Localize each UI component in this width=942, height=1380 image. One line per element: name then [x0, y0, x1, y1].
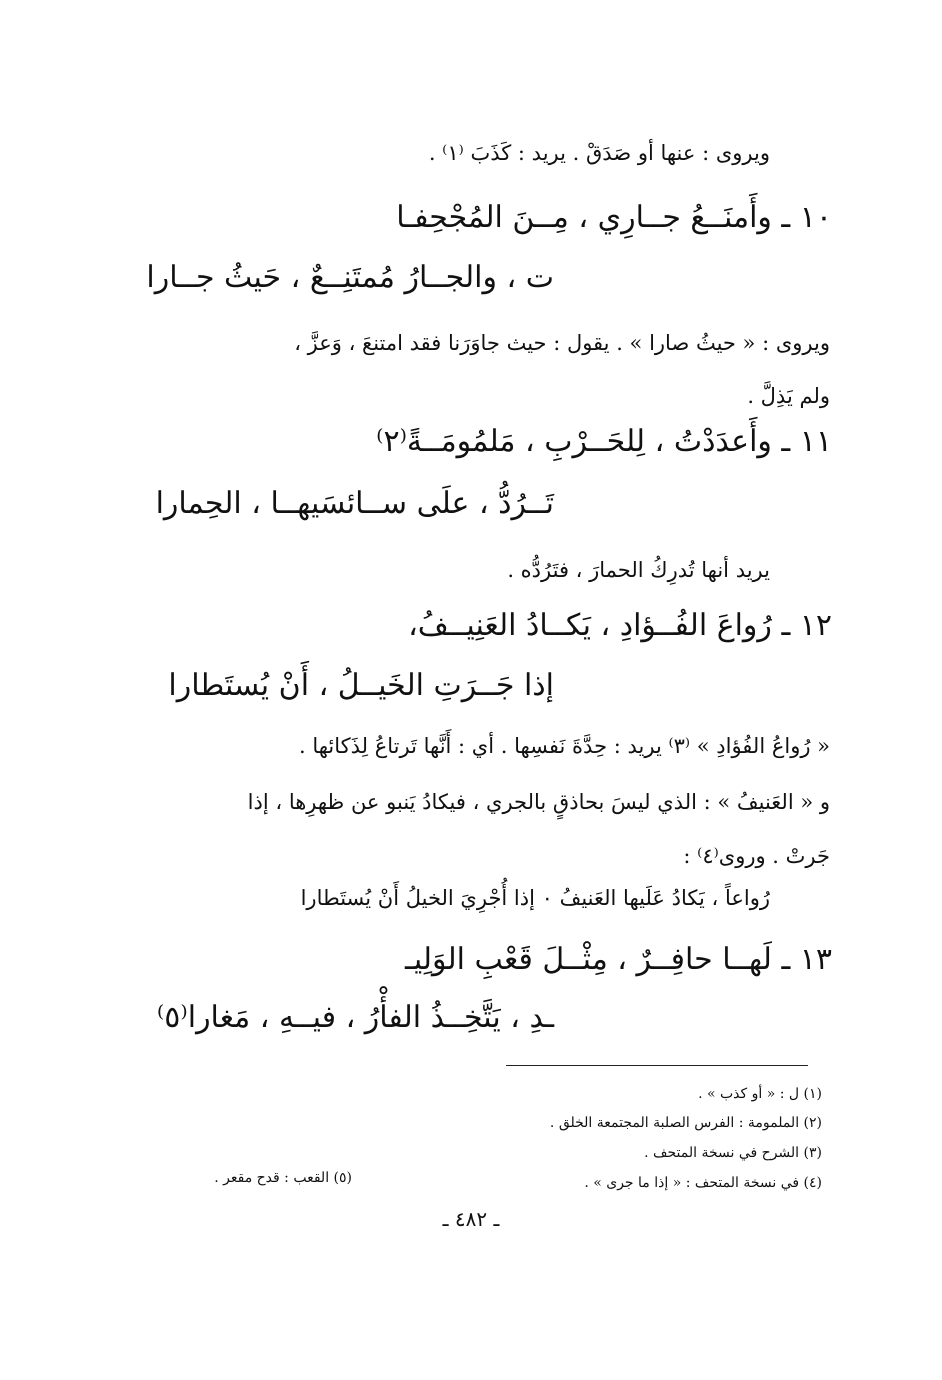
- footnote: (٣) الشرح في نسخة المتحف .: [644, 1145, 822, 1161]
- commentary-line: و « العَنيفُ » : الذي ليسَ بحاذقٍ بالجري ، فيكادُ يَنبو عن ظهرِها ، إذا: [247, 790, 830, 814]
- verse-line-first-hemistich: ١٢ ـ رُواعَ الفُــؤادِ ، يَكــادُ العَنِيــفُ،: [408, 608, 832, 643]
- verse-line-first-hemistich: ١٣ ـ لَهــا حافِــرٌ ، مِثْــلَ قَعْبِ الوَلِيـ: [405, 942, 832, 977]
- commentary-line: يريد أنها تُدرِكُ الحمارَ ، فتَرُدُّه .: [507, 558, 770, 582]
- footnote: (٢) الملمومة : الفرس الصلبة المجتمعة الخلق .: [549, 1115, 822, 1131]
- commentary-line: جَرتْ . وروى⁽٤⁾ :: [683, 844, 830, 868]
- verse-line-second-hemistich: ـدِ ، يَتَّخِــذُ الفأْرُ ، فيــهِ ، مَغارا⁽٥⁾: [156, 1000, 554, 1035]
- commentary-line: ولم يَذِلَّ .: [747, 384, 830, 408]
- verse-line-second-hemistich: ت ، والجــارُ مُمتَنِــعٌ ، حَيثُ جــارا: [146, 260, 554, 295]
- variant-verse-line: رُواعاً ، يَكادُ عَلَيها العَنيفُ ٠ إذا أُجْرِيَ الخيلُ أَنْ يُستَطارا: [300, 886, 770, 910]
- commentary-line: « رُواعُ الفُؤادِ » ⁽٣⁾ يريد : حِدَّةَ نَفسِها . أي : أَنَّها تَرتاعُ لِذَكائها .: [298, 734, 830, 758]
- footnote: (٥) القعب : قدح مقعر .: [214, 1170, 352, 1186]
- verse-line-first-hemistich: ١٠ ـ وأَمنَــعُ جــارِي ، مِــنَ المُجْحِفـا: [396, 200, 832, 235]
- verse-line-second-hemistich: إذا جَــرَتِ الخَيــلُ ، أَنْ يُستَطارا: [168, 668, 554, 703]
- commentary-line: ويروى : « حيثُ صارا » . يقول : حيث جاوَرَنا فقد امتنعَ ، وَعزَّ ،: [294, 331, 830, 355]
- footnote: (١) ل : « أو كذب » .: [698, 1086, 822, 1102]
- footnote: (٤) في نسخة المتحف : « إذا ما جرى » .: [584, 1175, 822, 1191]
- page-number: ـ ٤٨٢ ـ: [442, 1207, 500, 1231]
- verse-line-first-hemistich: ١١ ـ وأَعدَدْتُ ، لِلحَــرْبِ ، مَلمُومَــةً⁽٢⁾: [376, 424, 832, 459]
- commentary-line: ويروى : عنها أو صَدَقْ . يريد : كَذَبَ ⁽١⁾ .: [428, 141, 770, 165]
- footnote-separator: [506, 1065, 808, 1066]
- verse-line-second-hemistich: تَــرُدُّ ، علَى ســائسَيهــا ، الحِمارا: [155, 486, 554, 521]
